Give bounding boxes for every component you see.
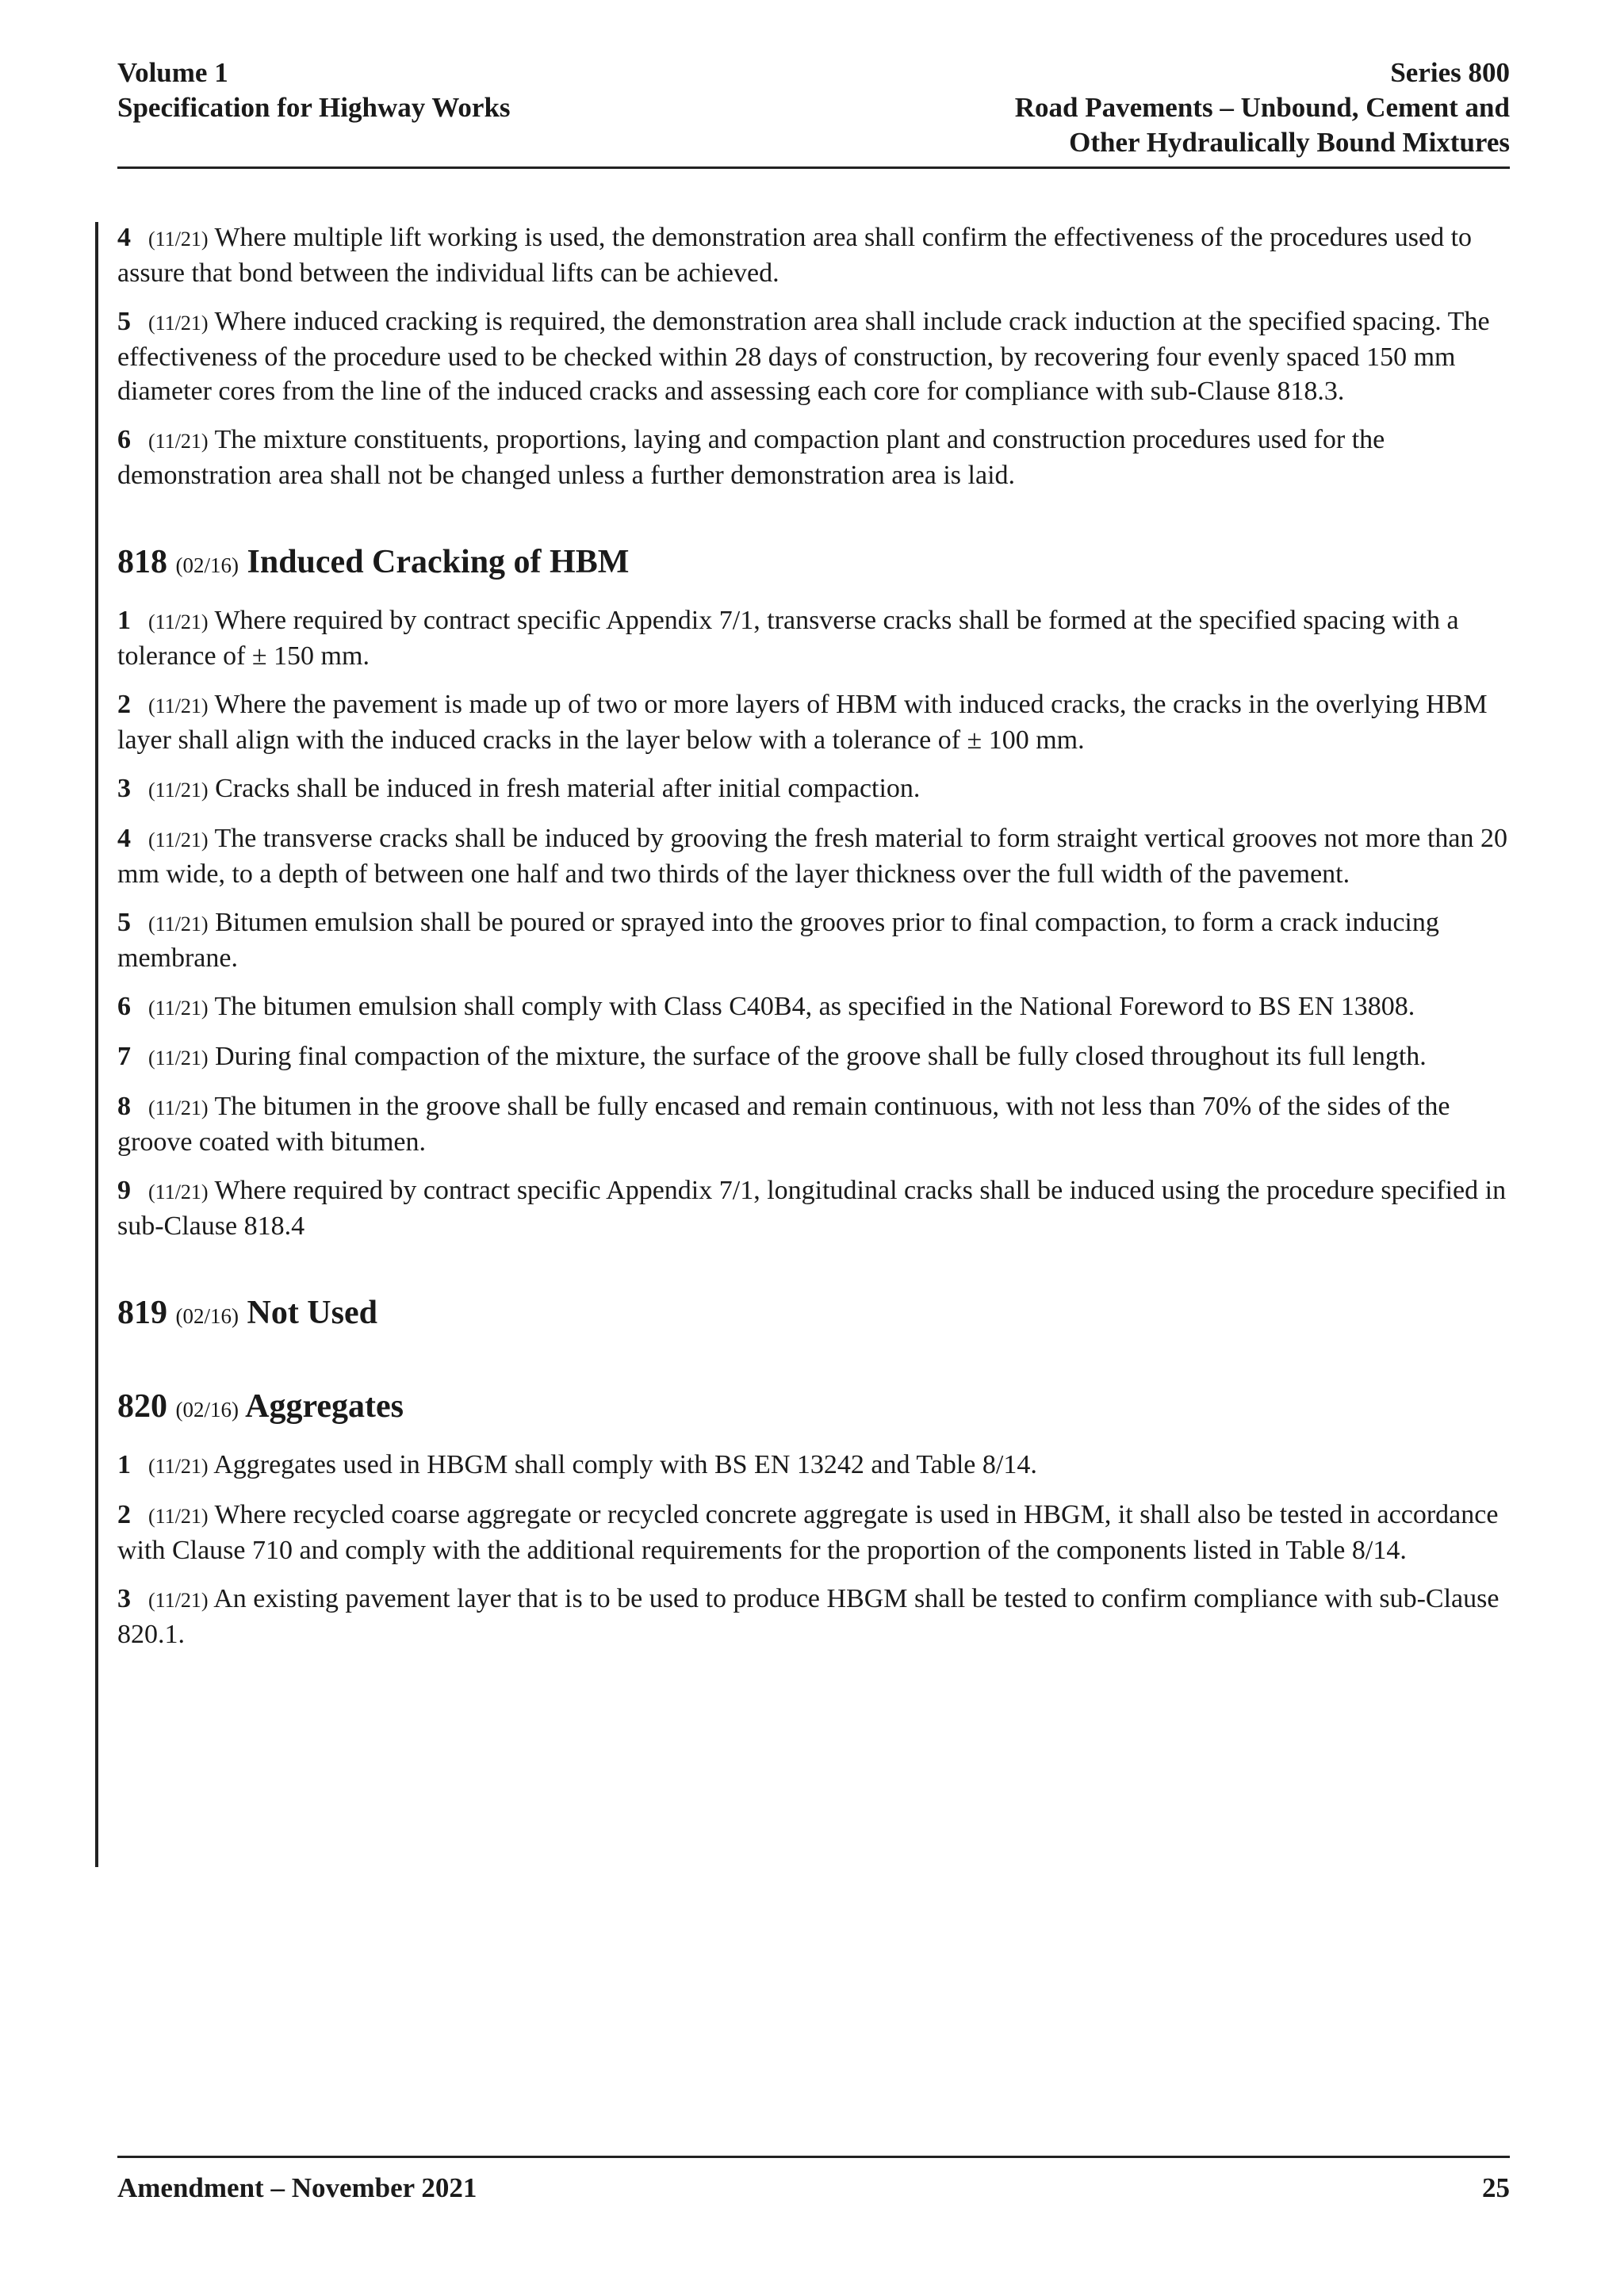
paragraph: [117, 1039, 1513, 1075]
paragraph-number: 7: [117, 1042, 131, 1071]
clause-number: 818: [117, 544, 167, 580]
amendment-tag: (11/21): [148, 1455, 209, 1478]
paragraph-number: 3: [117, 1584, 131, 1613]
paragraph-text: The bitumen emulsion shall comply with Class C40B4, as specified in the National Foreword to BS EN 13808.: [214, 992, 1415, 1021]
amendment-tag: (02/16): [175, 1304, 239, 1328]
header-rule: [117, 166, 1510, 169]
footer-rule: [117, 2156, 1510, 2158]
paragraph: [117, 687, 1513, 757]
paragraph: [117, 989, 1513, 1025]
paragraph-text: Aggregates used in HBGM shall comply with BS EN 13242 and Table 8/14.: [213, 1450, 1037, 1479]
amendment-tag: (11/21): [148, 1096, 209, 1119]
paragraph-text: Bitumen emulsion shall be poured or sprayed into the grooves prior to final compaction, to form a crack inducing membrane.: [117, 908, 1439, 973]
paragraph-number: 5: [117, 908, 131, 937]
paragraph-text: Where induced cracking is required, the demonstration area shall include crack induction at the specified spacing. The effectiveness of the procedure used to be checked within 28 days of construction, by recovering four evenly spaced 150 mm diameter cores from the line of the induced cracks and assessing each core for compliance with sub-Clause 818.3.: [117, 307, 1490, 406]
amendment-tag: (11/21): [148, 828, 209, 851]
paragraph-number: 6: [117, 425, 131, 454]
amendment-tag: (11/21): [148, 312, 209, 335]
amendment-change-bar: [95, 222, 98, 1867]
spec-title: Specification for Highway Works: [117, 92, 511, 123]
amendment-tag: (11/21): [148, 695, 209, 718]
amendment-date: Amendment – November 2021: [117, 2172, 477, 2203]
paragraph: [117, 304, 1513, 408]
clause-number: 819: [117, 1295, 167, 1331]
paragraph-text: Where recycled coarse aggregate or recycled concrete aggregate is used in HBGM, it shall also be tested in accordance with Clause 710 and comply with the additional requirements for the proportion of the components listed in Table 8/14.: [117, 1500, 1499, 1565]
amendment-tag: (11/21): [148, 228, 209, 251]
page-content: [117, 220, 1513, 1666]
paragraph-text: Where the pavement is made up of two or more layers of HBM with induced cracks, the cracks in the overlying HBM layer shall align with the induced cracks in the layer below with a tolerance of ± 100 mm.: [117, 690, 1488, 755]
paragraph-text: The transverse cracks shall be induced by grooving the fresh material to form straight vertical grooves not more than 20 mm wide, to a depth of between one half and two thirds of the layer thickness over the full width of the pavement.: [117, 824, 1508, 889]
header-right: [1015, 55, 1510, 160]
clause-heading-820: [117, 1386, 1513, 1430]
volume-label: Volume 1: [117, 57, 228, 88]
paragraph-text: The bitumen in the groove shall be fully encased and remain continuous, with not less than 70% of the sides of the groove coated with bitumen.: [117, 1092, 1450, 1157]
page-header: [117, 55, 1510, 168]
paragraph: [117, 771, 1513, 807]
paragraph-text: During final compaction of the mixture, the surface of the groove shall be fully closed throughout its full length.: [215, 1042, 1427, 1071]
page-number: 25: [1482, 2172, 1510, 2203]
amendment-tag: (11/21): [148, 1589, 209, 1612]
clause-heading-818: [117, 541, 1513, 586]
clause-number: 820: [117, 1388, 167, 1425]
paragraph-number: 3: [117, 774, 131, 803]
paragraph-number: 1: [117, 606, 131, 635]
clause-title: Induced Cracking of HBM: [247, 544, 630, 580]
amendment-tag: (11/21): [148, 913, 209, 936]
paragraph-text: Cracks shall be induced in fresh material after initial compaction.: [215, 774, 921, 803]
paragraph-text: Where required by contract specific Appendix 7/1, longitudinal cracks shall be induced using the procedure specified in sub-Clause 818.4: [117, 1176, 1507, 1241]
paragraph: [117, 603, 1513, 673]
amendment-tag: (02/16): [175, 1398, 239, 1422]
series-label: Series 800: [1390, 57, 1510, 88]
paragraph: [117, 821, 1513, 891]
paragraph: [117, 905, 1513, 975]
paragraph: [117, 1498, 1513, 1567]
paragraph-number: 8: [117, 1092, 131, 1121]
amendment-tag: (02/16): [175, 553, 239, 577]
paragraph-number: 6: [117, 992, 131, 1021]
amendment-tag: (11/21): [148, 1181, 209, 1203]
paragraph: [117, 1448, 1513, 1483]
amendment-tag: (11/21): [148, 1047, 209, 1070]
paragraph-number: 1: [117, 1450, 131, 1479]
amendment-tag: (11/21): [148, 610, 209, 633]
paragraph: [117, 1173, 1513, 1243]
paragraph: [117, 1582, 1513, 1651]
series-title-line1: Road Pavements – Unbound, Cement and: [1014, 92, 1510, 123]
paragraph-number: 4: [117, 824, 131, 853]
amendment-tag: (11/21): [148, 1505, 209, 1528]
paragraph-number: 4: [117, 223, 131, 252]
paragraph: [117, 220, 1513, 290]
paragraph-number: 5: [117, 307, 131, 336]
paragraph-text: Where required by contract specific Appendix 7/1, transverse cracks shall be formed at the specified spacing with a tolerance of ± 150 mm.: [117, 606, 1459, 671]
paragraph: [117, 423, 1513, 492]
clause-title: Aggregates: [245, 1388, 404, 1425]
paragraph-number: 9: [117, 1176, 131, 1205]
amendment-tag: (11/21): [148, 430, 209, 453]
series-title-line2: Other Hydraulically Bound Mixtures: [1069, 127, 1510, 158]
paragraph: [117, 1089, 1513, 1159]
paragraph-number: 2: [117, 1500, 131, 1529]
paragraph-text: Where multiple lift working is used, the demonstration area shall confirm the effectiveness of the procedures used to assure that bond between the individual lifts can be achieved.: [117, 223, 1473, 288]
amendment-tag: (11/21): [148, 779, 209, 802]
paragraph-text: An existing pavement layer that is to be used to produce HBGM shall be tested to confirm compliance with sub-Clause 820.1.: [117, 1584, 1500, 1649]
clause-heading-819: [117, 1292, 1513, 1337]
paragraph-number: 2: [117, 690, 131, 719]
clause-title: Not Used: [247, 1295, 377, 1331]
header-left: [117, 55, 511, 125]
paragraph-text: The mixture constituents, proportions, laying and compaction plant and construction procedures used for the demonstration area shall not be changed unless a further demonstration area is laid.: [117, 425, 1385, 490]
amendment-tag: (11/21): [148, 997, 209, 1020]
